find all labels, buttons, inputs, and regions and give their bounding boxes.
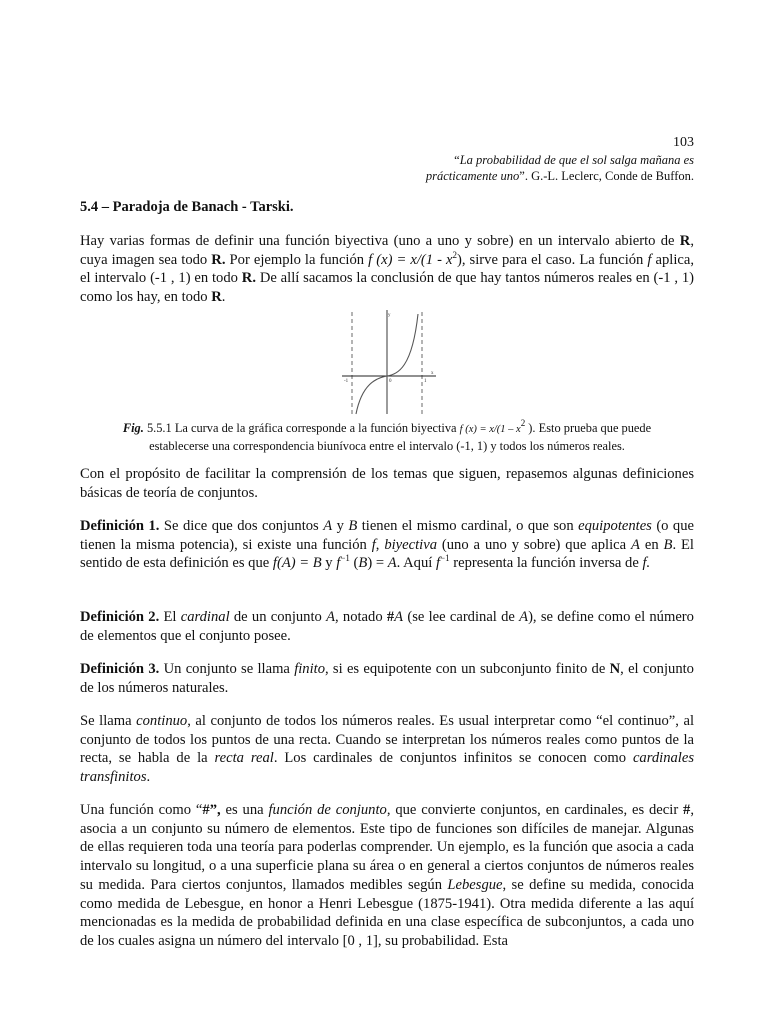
- x-axis-label: x: [431, 371, 434, 376]
- epigraph: “La probabilidad de que el sol salga mañana es prácticamente uno”. G.-L. Leclerc, Conde de Buffon.: [425, 153, 694, 183]
- epigraph-quote: La probabilidad de que el sol salga mañana es prácticamente uno: [425, 153, 694, 183]
- definition-1: Definición 1. Se dice que dos conjuntos A y B tienen el mismo cardinal, o que son equipotentes (o que tienen la misma potencia), si existe una función f, biyectiva (uno a uno y sobre) que aplica A en B. El sentido de esta definición es que f(A) = B y $f^{-1}$ (B) = A. Aquí $f^{-1}$ representa la función inversa de f.: [80, 518, 694, 572]
- continuo-paragraph: Se llama continuo, al conjunto de todos los números reales. Es usual interpretar como “el continuo”, al conjunto de todos los puntos de una recta. Cuando se interpretan los números reales como puntos de la recta, se habla de la recta real. Los cardinales de conjuntos infinitos se conocen como cardinales transfinitos.: [80, 713, 695, 786]
- tick-label-one: 1: [424, 379, 427, 384]
- definition-2: Definición 2. El cardinal de un conjunto A, notado #A (se lee cardinal de A), se define como el número de elementos que el conjunto posee.: [80, 609, 694, 644]
- function-formula: f (x) = x/(1 - x: [368, 251, 453, 268]
- page-number: 103: [673, 135, 694, 150]
- purpose-paragraph: Con el propósito de facilitar la comprensión de los temas que siguen, repasemos algunas definiciones básicas de teoría de conjuntos.: [80, 466, 694, 501]
- figure-caption: Fig. 5.5.1 La curva de la gráfica corresponde a la función biyectiva f $(x) = x/(1 - x^2$ ). Esto prueba que puede establecerse una correspondencia biunívoca entre el intervalo (-1, 1) y todos los números reales.: [122, 418, 652, 453]
- tick-label-neg1: -1: [344, 379, 349, 384]
- intro-paragraph: Hay varias formas de definir una función biyectiva (uno a uno y sobre) en un intervalo abierto de R, cuya imagen sea todo R. Por ejemplo la función f $(x) = x/(1 - x^2)$, sirve para el caso. La función f aplica, el intervalo (-1 , 1) en todo R. De allí sacamos la conclusión de que hay tantos números reales en (-1 , 1) como los hay, en todo R.: [80, 233, 695, 306]
- epigraph-author: . G.-L. Leclerc, Conde de Buffon.: [524, 169, 694, 183]
- tick-label-zero: 0: [389, 379, 392, 384]
- function-graph: [336, 306, 446, 418]
- y-axis-label: y: [388, 313, 391, 318]
- section-title: 5.4 – Paradoja de Banach - Tarski.: [80, 199, 294, 215]
- set-function-paragraph: Una función como “#”, es una función de conjunto, que convierte conjuntos, en cardinales, es decir #, asocia a un conjunto su número de elementos. Este tipo de funciones son difíciles de manejar. Algunas de ellas requieren toda una teoría para poderlas comprender. Un ejemplo, es la función que asocia a cada intervalo su longitud, o a una superficie plana su área o en general a ciertos conjuntos de números reales su medida. Para ciertos conjuntos, llamados medibles según Lebesgue, se define su medida, conocida como medida de Lebesgue, en honor a Henri Lebesgue (1875-1941). Otra medida diferente a las aquí mencionadas es la medida de probabilidad definida en una clase específica de subconjuntos, a cada uno de los cuales asigna un número del intervalo [0 , 1], su probabilidad. Esta: [80, 802, 695, 949]
- definition-3: Definición 3. Un conjunto se llama finito, si es equipotente con un subconjunto finito de N, el conjunto de los números naturales.: [80, 661, 694, 696]
